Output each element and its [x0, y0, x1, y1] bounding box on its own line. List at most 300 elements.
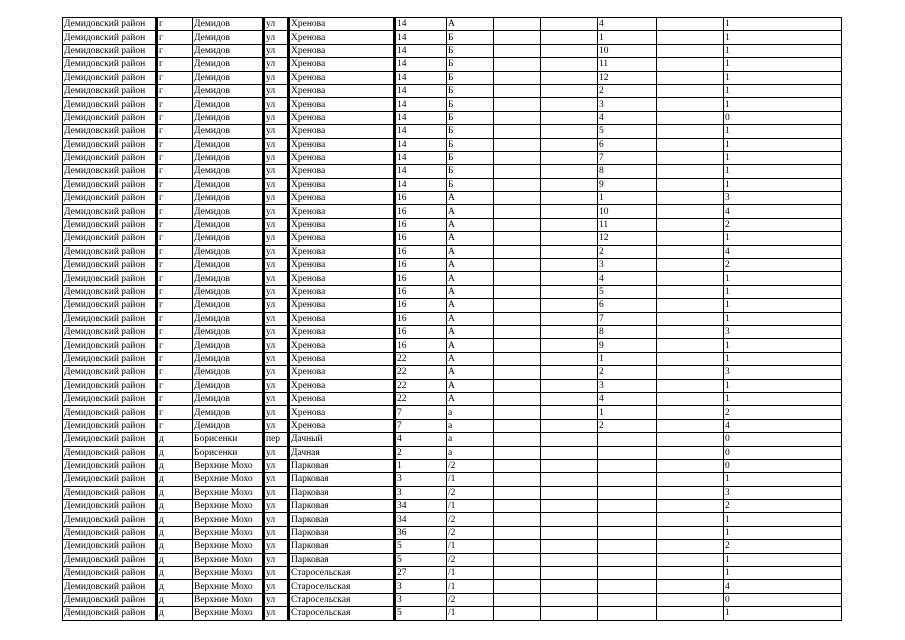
settlement-cell: Демидов	[193, 419, 264, 432]
table-row	[63, 486, 842, 499]
structure-cell	[541, 245, 598, 258]
settlement-type-cell: г	[157, 325, 193, 338]
street-cell: Хренова	[289, 259, 395, 272]
house-number-cell: 7	[395, 419, 447, 432]
street-cell: Хренова	[289, 18, 395, 31]
settlement-cell: Демидов	[193, 31, 264, 44]
district-cell: Демидовский район	[63, 553, 157, 566]
structure-cell	[541, 486, 598, 499]
apartment-cell: 11	[598, 218, 657, 231]
street-type-cell: ул	[264, 526, 289, 539]
building-cell	[494, 473, 541, 486]
settlement-cell: Демидов	[193, 259, 264, 272]
district-cell: Демидовский район	[63, 125, 157, 138]
house-number-cell: 14	[395, 125, 447, 138]
apartment-cell: 3	[598, 259, 657, 272]
district-cell: Демидовский район	[63, 98, 157, 111]
room-cell	[657, 125, 724, 138]
building-cell	[494, 366, 541, 379]
building-cell	[494, 379, 541, 392]
settlement-cell: Демидов	[193, 325, 264, 338]
apartment-cell: 7	[598, 312, 657, 325]
settlement-type-cell: д	[157, 486, 193, 499]
building-cell	[494, 446, 541, 459]
settlement-cell: Верхние Мохо	[193, 486, 264, 499]
settlement-type-cell: г	[157, 192, 193, 205]
street-type-cell: ул	[264, 446, 289, 459]
settlement-cell: Демидов	[193, 245, 264, 258]
settlement-type-cell: г	[157, 392, 193, 405]
building-cell	[494, 500, 541, 513]
apartment-cell: 2	[598, 245, 657, 258]
district-cell: Демидовский район	[63, 406, 157, 419]
street-type-cell: ул	[264, 553, 289, 566]
room-cell	[657, 553, 724, 566]
table-row	[63, 98, 842, 111]
apartment-cell	[598, 486, 657, 499]
apartment-cell	[598, 580, 657, 593]
house-letter-cell: а	[447, 406, 494, 419]
house-letter-cell: А	[447, 366, 494, 379]
house-number-cell: 16	[395, 299, 447, 312]
street-cell: Старосельская	[289, 567, 395, 580]
house-letter-cell: /2	[447, 553, 494, 566]
room-cell	[657, 500, 724, 513]
structure-cell	[541, 98, 598, 111]
building-cell	[494, 299, 541, 312]
count-cell: 2	[724, 406, 842, 419]
settlement-type-cell: д	[157, 567, 193, 580]
district-cell: Демидовский район	[63, 366, 157, 379]
count-cell: 1	[724, 379, 842, 392]
building-cell	[494, 205, 541, 218]
structure-cell	[541, 71, 598, 84]
table-row	[63, 419, 842, 432]
settlement-cell: Верхние Мохо	[193, 513, 264, 526]
house-letter-cell: /2	[447, 526, 494, 539]
street-type-cell: ул	[264, 111, 289, 124]
street-type-cell: ул	[264, 486, 289, 499]
room-cell	[657, 379, 724, 392]
house-number-cell: 14	[395, 71, 447, 84]
apartment-cell: 9	[598, 178, 657, 191]
district-cell: Демидовский район	[63, 232, 157, 245]
apartment-cell: 12	[598, 232, 657, 245]
count-cell: 2	[724, 540, 842, 553]
settlement-cell: Демидов	[193, 18, 264, 31]
street-cell: Хренова	[289, 71, 395, 84]
settlement-type-cell: д	[157, 540, 193, 553]
street-type-cell: ул	[264, 366, 289, 379]
house-letter-cell: Б	[447, 165, 494, 178]
table-row	[63, 526, 842, 539]
count-cell: 1	[724, 607, 842, 620]
house-number-cell: 3	[395, 473, 447, 486]
settlement-type-cell: г	[157, 58, 193, 71]
count-cell: 1	[724, 125, 842, 138]
room-cell	[657, 339, 724, 352]
structure-cell	[541, 325, 598, 338]
count-cell: 1	[724, 178, 842, 191]
settlement-type-cell: д	[157, 433, 193, 446]
apartment-cell: 6	[598, 138, 657, 151]
apartment-cell: 5	[598, 125, 657, 138]
building-cell	[494, 165, 541, 178]
apartment-cell: 7	[598, 151, 657, 164]
house-letter-cell: а	[447, 419, 494, 432]
settlement-type-cell: г	[157, 151, 193, 164]
district-cell: Демидовский район	[63, 245, 157, 258]
table-row	[63, 339, 842, 352]
house-number-cell: 34	[395, 513, 447, 526]
structure-cell	[541, 366, 598, 379]
street-type-cell: ул	[264, 513, 289, 526]
house-letter-cell: А	[447, 379, 494, 392]
street-cell: Парковая	[289, 540, 395, 553]
street-cell: Хренова	[289, 151, 395, 164]
street-cell: Хренова	[289, 111, 395, 124]
settlement-cell: Демидов	[193, 299, 264, 312]
district-cell: Демидовский район	[63, 299, 157, 312]
apartment-cell: 4	[598, 111, 657, 124]
settlement-type-cell: г	[157, 419, 193, 432]
street-cell: Хренова	[289, 312, 395, 325]
room-cell	[657, 446, 724, 459]
structure-cell	[541, 299, 598, 312]
settlement-cell: Демидов	[193, 339, 264, 352]
street-cell: Хренова	[289, 205, 395, 218]
count-cell: 1	[724, 285, 842, 298]
building-cell	[494, 18, 541, 31]
house-number-cell: 1	[395, 459, 447, 472]
house-letter-cell: Б	[447, 125, 494, 138]
table-row	[63, 392, 842, 405]
settlement-type-cell: г	[157, 98, 193, 111]
settlement-type-cell: г	[157, 299, 193, 312]
room-cell	[657, 178, 724, 191]
apartment-cell	[598, 433, 657, 446]
structure-cell	[541, 232, 598, 245]
house-letter-cell: /1	[447, 473, 494, 486]
table-row	[63, 352, 842, 365]
apartment-cell	[598, 513, 657, 526]
structure-cell	[541, 178, 598, 191]
structure-cell	[541, 84, 598, 97]
house-letter-cell: А	[447, 392, 494, 405]
table-row	[63, 192, 842, 205]
house-number-cell: 14	[395, 84, 447, 97]
house-number-cell: 16	[395, 259, 447, 272]
apartment-cell: 1	[598, 352, 657, 365]
district-cell: Демидовский район	[63, 151, 157, 164]
apartment-cell: 4	[598, 272, 657, 285]
street-type-cell: ул	[264, 593, 289, 606]
house-letter-cell: Б	[447, 71, 494, 84]
structure-cell	[541, 352, 598, 365]
count-cell: 0	[724, 111, 842, 124]
house-letter-cell: Б	[447, 44, 494, 57]
room-cell	[657, 44, 724, 57]
structure-cell	[541, 433, 598, 446]
apartment-cell	[598, 500, 657, 513]
house-number-cell: 3	[395, 580, 447, 593]
settlement-type-cell: д	[157, 500, 193, 513]
settlement-type-cell: д	[157, 607, 193, 620]
street-type-cell: ул	[264, 312, 289, 325]
settlement-cell: Верхние Мохо	[193, 500, 264, 513]
apartment-cell: 10	[598, 44, 657, 57]
house-number-cell: 36	[395, 526, 447, 539]
house-number-cell: 5	[395, 607, 447, 620]
settlement-type-cell: г	[157, 352, 193, 365]
street-type-cell: ул	[264, 299, 289, 312]
street-cell: Хренова	[289, 232, 395, 245]
apartment-cell: 3	[598, 379, 657, 392]
district-cell: Демидовский район	[63, 312, 157, 325]
district-cell: Демидовский район	[63, 192, 157, 205]
building-cell	[494, 406, 541, 419]
count-cell: 3	[724, 325, 842, 338]
structure-cell	[541, 406, 598, 419]
street-type-cell: ул	[264, 339, 289, 352]
room-cell	[657, 98, 724, 111]
settlement-cell: Демидов	[193, 232, 264, 245]
street-cell: Хренова	[289, 98, 395, 111]
street-type-cell: ул	[264, 379, 289, 392]
structure-cell	[541, 392, 598, 405]
house-letter-cell: /1	[447, 580, 494, 593]
apartment-cell	[598, 526, 657, 539]
room-cell	[657, 245, 724, 258]
apartment-cell	[598, 459, 657, 472]
settlement-cell: Верхние Мохо	[193, 459, 264, 472]
street-type-cell: ул	[264, 245, 289, 258]
settlement-type-cell: г	[157, 366, 193, 379]
district-cell: Демидовский район	[63, 526, 157, 539]
settlement-cell: Демидов	[193, 111, 264, 124]
settlement-type-cell: г	[157, 379, 193, 392]
district-cell: Демидовский район	[63, 71, 157, 84]
house-letter-cell: Б	[447, 31, 494, 44]
settlement-cell: Верхние Мохо	[193, 473, 264, 486]
table-row	[63, 433, 842, 446]
table-row	[63, 553, 842, 566]
building-cell	[494, 272, 541, 285]
settlement-cell: Демидов	[193, 98, 264, 111]
room-cell	[657, 607, 724, 620]
street-type-cell: ул	[264, 406, 289, 419]
settlement-cell: Демидов	[193, 406, 264, 419]
house-number-cell: 4	[395, 433, 447, 446]
settlement-cell: Демидов	[193, 151, 264, 164]
apartment-cell: 6	[598, 299, 657, 312]
apartment-cell: 1	[598, 406, 657, 419]
district-cell: Демидовский район	[63, 593, 157, 606]
district-cell: Демидовский район	[63, 446, 157, 459]
structure-cell	[541, 58, 598, 71]
structure-cell	[541, 218, 598, 231]
settlement-type-cell: д	[157, 526, 193, 539]
house-number-cell: 16	[395, 312, 447, 325]
settlement-type-cell: г	[157, 339, 193, 352]
street-type-cell: ул	[264, 259, 289, 272]
house-letter-cell: а	[447, 446, 494, 459]
street-type-cell: ул	[264, 272, 289, 285]
house-letter-cell: /1	[447, 500, 494, 513]
count-cell: 1	[724, 84, 842, 97]
building-cell	[494, 111, 541, 124]
district-cell: Демидовский район	[63, 31, 157, 44]
structure-cell	[541, 18, 598, 31]
table-row	[63, 165, 842, 178]
settlement-type-cell: д	[157, 593, 193, 606]
apartment-cell	[598, 607, 657, 620]
building-cell	[494, 125, 541, 138]
apartment-cell: 8	[598, 325, 657, 338]
structure-cell	[541, 473, 598, 486]
count-cell: 4	[724, 419, 842, 432]
structure-cell	[541, 526, 598, 539]
house-letter-cell: /2	[447, 459, 494, 472]
building-cell	[494, 567, 541, 580]
street-cell: Дачный	[289, 433, 395, 446]
street-type-cell: пер	[264, 433, 289, 446]
building-cell	[494, 192, 541, 205]
street-cell: Хренова	[289, 44, 395, 57]
structure-cell	[541, 500, 598, 513]
district-cell: Демидовский район	[63, 486, 157, 499]
count-cell: 1	[724, 392, 842, 405]
apartment-cell	[598, 553, 657, 566]
room-cell	[657, 299, 724, 312]
room-cell	[657, 138, 724, 151]
apartment-cell: 8	[598, 165, 657, 178]
district-cell: Демидовский район	[63, 500, 157, 513]
district-cell: Демидовский район	[63, 513, 157, 526]
structure-cell	[541, 580, 598, 593]
settlement-cell: Демидов	[193, 165, 264, 178]
table-row	[63, 44, 842, 57]
room-cell	[657, 352, 724, 365]
structure-cell	[541, 272, 598, 285]
street-type-cell: ул	[264, 192, 289, 205]
table-row	[63, 607, 842, 620]
table-row	[63, 325, 842, 338]
building-cell	[494, 419, 541, 432]
building-cell	[494, 31, 541, 44]
house-number-cell: 16	[395, 272, 447, 285]
table-row	[63, 500, 842, 513]
street-type-cell: ул	[264, 392, 289, 405]
table-row	[63, 567, 842, 580]
street-cell: Хренова	[289, 125, 395, 138]
structure-cell	[541, 312, 598, 325]
house-number-cell: 14	[395, 31, 447, 44]
settlement-type-cell: г	[157, 111, 193, 124]
building-cell	[494, 312, 541, 325]
apartment-cell: 2	[598, 84, 657, 97]
count-cell: 2	[724, 500, 842, 513]
house-letter-cell: /2	[447, 593, 494, 606]
structure-cell	[541, 540, 598, 553]
apartment-cell: 11	[598, 58, 657, 71]
house-letter-cell: А	[447, 352, 494, 365]
settlement-cell: Демидов	[193, 205, 264, 218]
table-row	[63, 205, 842, 218]
apartment-cell: 3	[598, 98, 657, 111]
house-letter-cell: А	[447, 205, 494, 218]
count-cell: 1	[724, 71, 842, 84]
room-cell	[657, 567, 724, 580]
street-type-cell: ул	[264, 419, 289, 432]
street-cell: Парковая	[289, 553, 395, 566]
structure-cell	[541, 446, 598, 459]
settlement-cell: Демидов	[193, 192, 264, 205]
structure-cell	[541, 419, 598, 432]
district-cell: Демидовский район	[63, 84, 157, 97]
table-row	[63, 473, 842, 486]
settlement-cell: Борисенки	[193, 446, 264, 459]
street-cell: Хренова	[289, 178, 395, 191]
district-cell: Демидовский район	[63, 325, 157, 338]
settlement-cell: Демидов	[193, 44, 264, 57]
room-cell	[657, 526, 724, 539]
house-letter-cell: Б	[447, 98, 494, 111]
house-letter-cell: Б	[447, 84, 494, 97]
room-cell	[657, 473, 724, 486]
apartment-cell: 9	[598, 339, 657, 352]
district-cell: Демидовский район	[63, 473, 157, 486]
apartment-cell: 2	[598, 419, 657, 432]
count-cell: 1	[724, 339, 842, 352]
apartment-cell	[598, 593, 657, 606]
count-cell: 1	[724, 58, 842, 71]
street-cell: Хренова	[289, 299, 395, 312]
apartment-cell: 2	[598, 366, 657, 379]
street-cell: Старосельская	[289, 593, 395, 606]
house-letter-cell: /1	[447, 567, 494, 580]
street-cell: Хренова	[289, 31, 395, 44]
table-row	[63, 513, 842, 526]
street-type-cell: ул	[264, 232, 289, 245]
house-letter-cell: А	[447, 245, 494, 258]
room-cell	[657, 406, 724, 419]
street-cell: Парковая	[289, 526, 395, 539]
district-cell: Демидовский район	[63, 285, 157, 298]
room-cell	[657, 71, 724, 84]
house-number-cell: 16	[395, 205, 447, 218]
house-number-cell: 14	[395, 165, 447, 178]
room-cell	[657, 486, 724, 499]
room-cell	[657, 325, 724, 338]
count-cell: 0	[724, 433, 842, 446]
building-cell	[494, 339, 541, 352]
district-cell: Демидовский район	[63, 607, 157, 620]
table-row	[63, 151, 842, 164]
settlement-cell: Верхние Мохо	[193, 580, 264, 593]
settlement-type-cell: д	[157, 473, 193, 486]
house-letter-cell: А	[447, 285, 494, 298]
table-row	[63, 138, 842, 151]
settlement-cell: Демидов	[193, 218, 264, 231]
district-cell: Демидовский район	[63, 218, 157, 231]
room-cell	[657, 540, 724, 553]
settlement-cell: Борисенки	[193, 433, 264, 446]
street-cell: Хренова	[289, 58, 395, 71]
building-cell	[494, 325, 541, 338]
street-cell: Хренова	[289, 192, 395, 205]
structure-cell	[541, 553, 598, 566]
